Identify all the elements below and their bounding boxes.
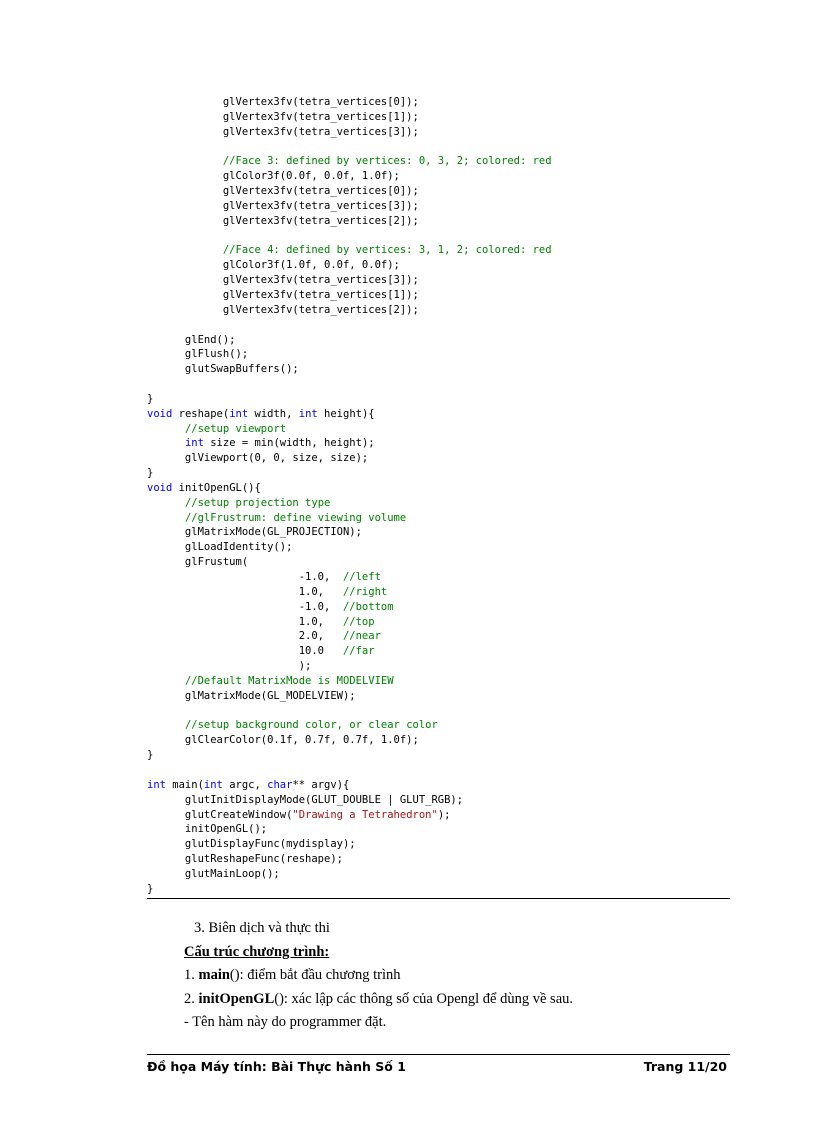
code-keyword: int bbox=[203, 778, 223, 791]
code-text: initOpenGL(); bbox=[147, 823, 268, 836]
code-keyword: void bbox=[147, 407, 173, 420]
code-keyword: int bbox=[184, 437, 204, 450]
code-keyword: int bbox=[298, 407, 318, 420]
code-line bbox=[147, 407, 737, 422]
item-main-number: 1. bbox=[184, 967, 199, 983]
code-text: glViewport(0, 0, size, size); bbox=[147, 452, 369, 465]
body-text bbox=[184, 917, 744, 1035]
code-comment: //near bbox=[342, 630, 381, 643]
code-line bbox=[147, 466, 737, 481]
code-text: glFrustum( bbox=[147, 556, 249, 569]
item-main-name: main bbox=[198, 967, 230, 983]
item-main bbox=[184, 964, 744, 988]
code-end-rule bbox=[147, 898, 730, 899]
code-text bbox=[147, 512, 185, 524]
code-text: } bbox=[147, 392, 154, 405]
code-line bbox=[147, 808, 737, 823]
code-line bbox=[147, 748, 737, 763]
code-keyword: char bbox=[267, 778, 293, 791]
code-comment: //Face 4: defined by vertices: 3, 1, 2; colored: red bbox=[222, 244, 552, 257]
code-text bbox=[147, 155, 223, 167]
code-comment: //far bbox=[342, 645, 375, 658]
structure-heading-line bbox=[184, 941, 744, 965]
code-line bbox=[147, 718, 737, 733]
code-text: size = min(width, height); bbox=[203, 437, 375, 450]
code-line bbox=[147, 644, 737, 659]
code-line bbox=[147, 867, 737, 882]
code-text: initOpenGL(){ bbox=[172, 481, 261, 494]
code-text: 2.0, bbox=[147, 630, 343, 643]
code-text bbox=[147, 497, 185, 509]
footer-rule bbox=[147, 1054, 730, 1055]
code-text: glVertex3fv(tetra_vertices[1]); bbox=[147, 110, 419, 123]
item-initopengl bbox=[184, 988, 744, 1012]
code-line bbox=[147, 822, 737, 837]
code-text: 10.0 bbox=[147, 645, 343, 658]
code-line bbox=[147, 763, 737, 778]
code-line bbox=[147, 570, 737, 585]
code-comment: //Face 3: defined by vertices: 0, 3, 2; colored: red bbox=[222, 155, 552, 168]
code-text: glVertex3fv(tetra_vertices[3]); bbox=[147, 199, 419, 212]
code-text: glutMainLoop(); bbox=[147, 867, 280, 880]
code-line bbox=[147, 422, 737, 437]
code-comment: //Default MatrixMode is MODELVIEW bbox=[184, 674, 394, 687]
step-3-line: 3. Biên dịch và thực thi bbox=[194, 920, 330, 936]
code-line bbox=[147, 674, 737, 689]
code-text: glVertex3fv(tetra_vertices[0]); bbox=[147, 185, 419, 198]
item-main-desc: (): điểm bắt đầu chương trình bbox=[229, 967, 401, 983]
code-keyword: int bbox=[229, 407, 249, 420]
code-line bbox=[147, 481, 737, 496]
code-text: 1.0, bbox=[147, 585, 343, 598]
code-comment: //top bbox=[342, 615, 375, 628]
code-line bbox=[147, 540, 737, 555]
code-line bbox=[147, 615, 737, 630]
code-line bbox=[147, 199, 737, 214]
code-text: glutSwapBuffers(); bbox=[147, 363, 299, 376]
code-text: } bbox=[147, 882, 154, 895]
code-text: glVertex3fv(tetra_vertices[3]); bbox=[147, 274, 419, 287]
code-line bbox=[147, 525, 737, 540]
code-text: ** argv){ bbox=[292, 778, 350, 791]
code-line bbox=[147, 689, 737, 704]
code-line bbox=[147, 659, 737, 674]
code-text: } bbox=[147, 467, 154, 480]
code-comment: //bottom bbox=[342, 600, 394, 613]
code-line bbox=[147, 214, 737, 229]
code-text: glutCreateWindow( bbox=[147, 808, 293, 821]
code-text: } bbox=[147, 749, 154, 762]
code-line bbox=[147, 303, 737, 318]
code-text: glEnd(); bbox=[147, 333, 236, 346]
code-text bbox=[147, 719, 185, 731]
structure-heading: Cấu trúc chương trình: bbox=[184, 943, 330, 960]
code-line bbox=[147, 362, 737, 377]
code-line bbox=[147, 451, 737, 466]
code-text: glLoadIdentity(); bbox=[147, 541, 293, 554]
code-line bbox=[147, 273, 737, 288]
code-line bbox=[147, 154, 737, 169]
code-line bbox=[147, 258, 737, 273]
code-text: glColor3f(0.0f, 0.0f, 1.0f); bbox=[147, 170, 400, 183]
code-comment: //setup projection type bbox=[184, 496, 331, 509]
item-initopengl-desc: (): xác lập các thông số của Opengl để dùng về sau. bbox=[274, 990, 574, 1007]
code-text: glutReshapeFunc(reshape); bbox=[147, 853, 343, 866]
code-text: width, bbox=[248, 407, 299, 420]
code-line bbox=[147, 229, 737, 244]
code-text: argc, bbox=[222, 778, 268, 791]
note-line: - Tên hàm này do programmer đặt. bbox=[184, 1014, 387, 1030]
code-comment: //glFrustrum: define viewing volume bbox=[184, 511, 407, 524]
code-text: glVertex3fv(tetra_vertices[2]); bbox=[147, 214, 419, 227]
code-text: height){ bbox=[317, 407, 375, 420]
code-line bbox=[147, 243, 737, 258]
code-line bbox=[147, 852, 737, 867]
code-keyword: int bbox=[147, 778, 166, 791]
code-line bbox=[147, 585, 737, 600]
code-line bbox=[147, 778, 737, 793]
code-text: -1.0, bbox=[147, 571, 343, 583]
code-line bbox=[147, 555, 737, 570]
code-comment: //setup viewport bbox=[184, 422, 287, 435]
code-text: glVertex3fv(tetra_vertices[2]); bbox=[147, 303, 419, 316]
code-keyword: void bbox=[147, 481, 173, 494]
code-text: glutDisplayFunc(mydisplay); bbox=[147, 838, 356, 851]
code-text: -1.0, bbox=[147, 600, 343, 613]
code-line bbox=[147, 95, 737, 110]
code-line bbox=[147, 837, 737, 852]
code-text bbox=[147, 675, 185, 687]
footer-page-number: Trang 11/20 bbox=[643, 1059, 727, 1074]
code-line bbox=[147, 347, 737, 362]
code-line bbox=[147, 184, 737, 199]
code-text: ); bbox=[437, 808, 451, 821]
code-line bbox=[147, 169, 737, 184]
code-line bbox=[147, 377, 737, 392]
code-text: glutInitDisplayMode(GLUT_DOUBLE | GLUT_RGB); bbox=[147, 793, 464, 806]
code-line bbox=[147, 496, 737, 511]
code-text: glVertex3fv(tetra_vertices[1]); bbox=[147, 288, 419, 301]
code-line bbox=[147, 392, 737, 407]
code-line bbox=[147, 140, 737, 155]
code-text: main( bbox=[165, 778, 204, 791]
code-text bbox=[147, 437, 185, 449]
code-comment: //setup background color, or clear color bbox=[184, 719, 438, 732]
code-text: reshape( bbox=[172, 407, 230, 420]
code-text: glMatrixMode(GL_PROJECTION); bbox=[147, 526, 362, 539]
code-line bbox=[147, 704, 737, 719]
item-initopengl-number: 2. bbox=[184, 990, 199, 1007]
code-line bbox=[147, 288, 737, 303]
item-initopengl-name: initOpenGL bbox=[198, 990, 275, 1007]
code-line bbox=[147, 793, 737, 808]
footer-course-title: Đồ họa Máy tính: Bài Thực hành Số 1 bbox=[147, 1059, 406, 1074]
code-text: glFlush(); bbox=[147, 348, 249, 361]
code-text: ); bbox=[147, 660, 312, 673]
code-text bbox=[147, 244, 223, 256]
code-line bbox=[147, 600, 737, 615]
code-line bbox=[147, 436, 737, 451]
code-text: 1.0, bbox=[147, 615, 343, 628]
code-text: glColor3f(1.0f, 0.0f, 0.0f); bbox=[147, 259, 400, 272]
code-string: "Drawing a Tetrahedron" bbox=[292, 808, 438, 821]
code-line bbox=[147, 733, 737, 748]
code-line bbox=[147, 125, 737, 140]
code-text: glMatrixMode(GL_MODELVIEW); bbox=[147, 689, 356, 702]
code-line bbox=[147, 511, 737, 526]
code-text: glVertex3fv(tetra_vertices[0]); bbox=[147, 96, 419, 108]
code-line bbox=[147, 629, 737, 644]
code-line bbox=[147, 882, 737, 897]
code-line bbox=[147, 333, 737, 348]
code-line bbox=[147, 110, 737, 125]
code-comment: //left bbox=[342, 571, 381, 583]
code-text: glVertex3fv(tetra_vertices[3]); bbox=[147, 125, 419, 138]
code-text bbox=[147, 423, 185, 435]
code-comment: //right bbox=[342, 585, 388, 598]
code-line bbox=[147, 318, 737, 333]
code-listing bbox=[147, 95, 737, 897]
code-text: glClearColor(0.1f, 0.7f, 0.7f, 1.0f); bbox=[147, 734, 419, 747]
